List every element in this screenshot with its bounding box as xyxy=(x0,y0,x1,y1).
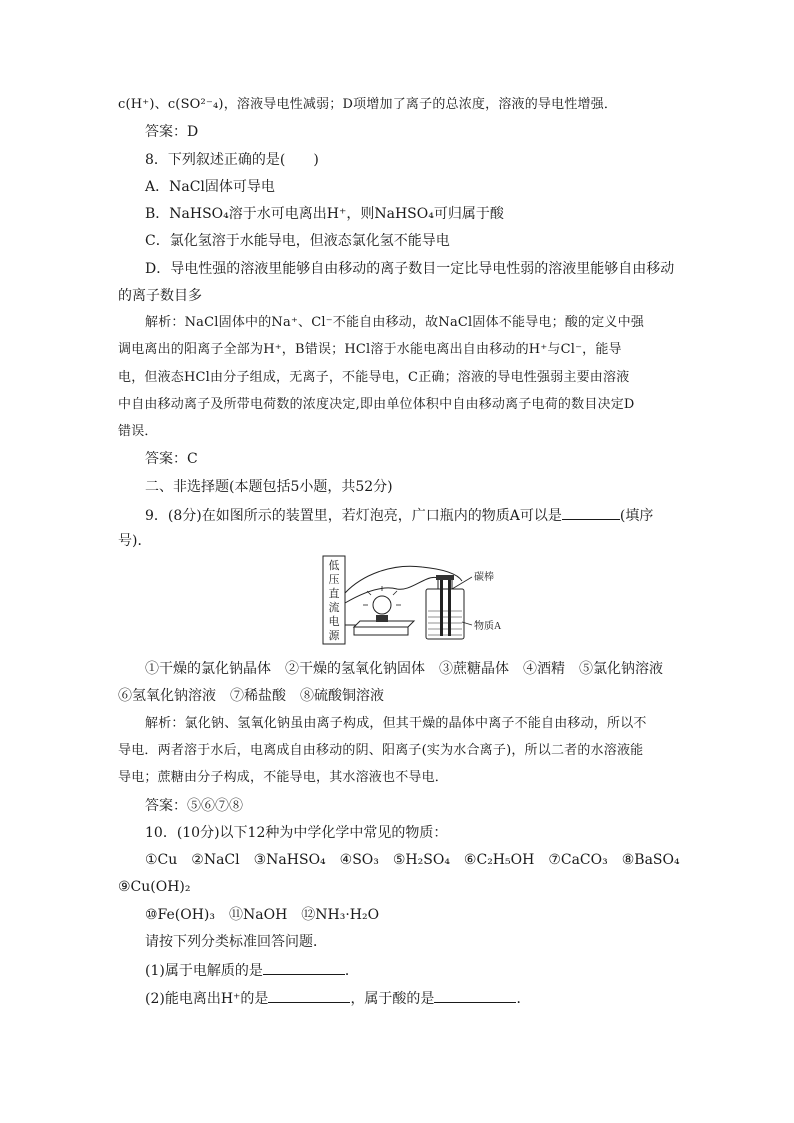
answer-line: 答案：⑤⑥⑦⑧ xyxy=(145,798,243,814)
svg-text:直: 直 xyxy=(328,588,340,600)
analysis-line: 调电离出的阳离子全部为H⁺，B错误；HCl溶于水能电离出自由移动的H⁺与Cl⁻，能导 xyxy=(118,342,622,357)
answer-blank[interactable] xyxy=(268,988,350,1003)
sub-question-1-end: ． xyxy=(344,963,359,979)
question-8-stem: 8．下列叙述正确的是( ) xyxy=(145,152,319,168)
light-bulb-icon xyxy=(373,596,391,614)
question-9-stem xyxy=(145,505,653,525)
lamp-socket xyxy=(376,615,388,622)
options-line: ⑥氢氧化钠溶液 ⑦稀盐酸 ⑧硫酸铜溶液 xyxy=(118,688,384,704)
carbon-rod-left xyxy=(440,580,443,636)
bottle-stopper xyxy=(436,575,454,580)
svg-text:低: 低 xyxy=(328,560,340,572)
answer-line: 答案：C xyxy=(145,451,198,467)
svg-text:源: 源 xyxy=(328,630,340,642)
analysis-line: 解析：NaCl固体中的Na⁺、Cl⁻不能自由移动，故NaCl固体不能导电；酸的定义中强 xyxy=(145,315,645,330)
option-a: A．NaCl固体可导电 xyxy=(145,179,275,195)
option-b: B．NaHSO₄溶于水可电离出H⁺，则NaHSO₄可归属于酸 xyxy=(145,206,504,222)
answer-line: 答案：D xyxy=(145,124,199,140)
option-d-cont: 的离子数目多 xyxy=(118,288,202,304)
sub-question-2 xyxy=(145,988,530,1008)
analysis-line: 中自由移动离子及所带电荷数的浓度决定,即由单位体积中自由移动离子电荷的数目决定D xyxy=(118,397,635,412)
substance-list: ⑨Cu(OH)₂ xyxy=(118,879,191,895)
svg-text:电: 电 xyxy=(328,616,340,628)
question-9-cont: 号)． xyxy=(118,533,152,549)
analysis-line: 解析：氯化钠、氢氧化钠虽由离子构成，但其干燥的晶体中离子不能自由移动，所以不 xyxy=(145,716,647,731)
option-d: D．导电性强的溶液里能够自由移动的离子数目一定比导电性弱的溶液里能够自由移动 xyxy=(145,261,675,277)
sub-question-2-mid: ，属于酸的是 xyxy=(350,991,435,1007)
analysis-line: 错误． xyxy=(118,424,158,439)
analysis-line: 导电．两者溶于水后，电离成自由移动的阴、阳离子(实为水合离子)，所以二者的水溶液能 xyxy=(118,743,644,758)
carbon-rod-label: 碳棒 xyxy=(474,572,494,583)
analysis-line: 电，但液态HCl由分子组成，无离子，不能导电，C正确；溶液的导电性强弱主要由溶液 xyxy=(118,370,630,385)
lamp-base-front xyxy=(354,627,408,635)
question-9-text-end: (填序 xyxy=(619,508,654,524)
substance-list: ①Cu ②NaCl ③NaHSO₄ ④SO₃ ⑤H₂SO₄ ⑥C₂H₅OH ⑦CaCO₃ ⑧BaSO₄ xyxy=(145,852,680,868)
sub-question-2-end: ． xyxy=(516,991,531,1007)
answer-blank[interactable] xyxy=(263,960,345,975)
power-source-label xyxy=(329,559,341,642)
question-10-stem: 10．(10分)以下12种为中学化学中常见的物质： xyxy=(145,825,448,841)
question-9-text: 9．(8分)在如图所示的装置里，若灯泡亮，广口瓶内的物质A可以是 xyxy=(145,508,562,524)
sub-question-1-text: (1)属于电解质的是 xyxy=(145,963,263,979)
answer-blank[interactable] xyxy=(562,505,620,520)
carbon-rod-pointer xyxy=(452,577,472,589)
section-heading: 二、非选择题(本题包括5小题，共52分) xyxy=(145,479,393,495)
substance-a-label: 物质A xyxy=(474,621,502,632)
instruction-line: 请按下列分类标准回答问题． xyxy=(145,934,327,950)
wide-mouth-bottle xyxy=(426,589,464,639)
sub-question-2-text: (2)能电离出H⁺的是 xyxy=(145,991,269,1007)
text-line: c(H⁺)、c(SO²⁻₄)，溶液导电性减弱；D项增加了离子的总浓度，溶液的导电性增强． xyxy=(118,97,618,112)
analysis-line: 导电；蔗糖由分子构成，不能导电，其水溶液也不导电． xyxy=(118,770,449,785)
options-line: ①干燥的氯化钠晶体 ②干燥的氢氧化钠固体 ③蔗糖晶体 ④酒精 ⑤氯化钠溶液 xyxy=(145,661,663,677)
conductivity-apparatus-figure xyxy=(322,555,518,647)
sub-question-1 xyxy=(145,960,359,980)
substance-list: ⑩Fe(OH)₃ ⑪NaOH ⑫NH₃·H₂O xyxy=(145,907,380,923)
answer-blank[interactable] xyxy=(434,988,516,1003)
svg-text:流: 流 xyxy=(328,602,340,614)
carbon-rod-right xyxy=(448,580,451,636)
svg-text:压: 压 xyxy=(328,574,340,586)
option-c: C．氯化氢溶于水能导电，但液态氯化氢不能导电 xyxy=(145,233,450,249)
